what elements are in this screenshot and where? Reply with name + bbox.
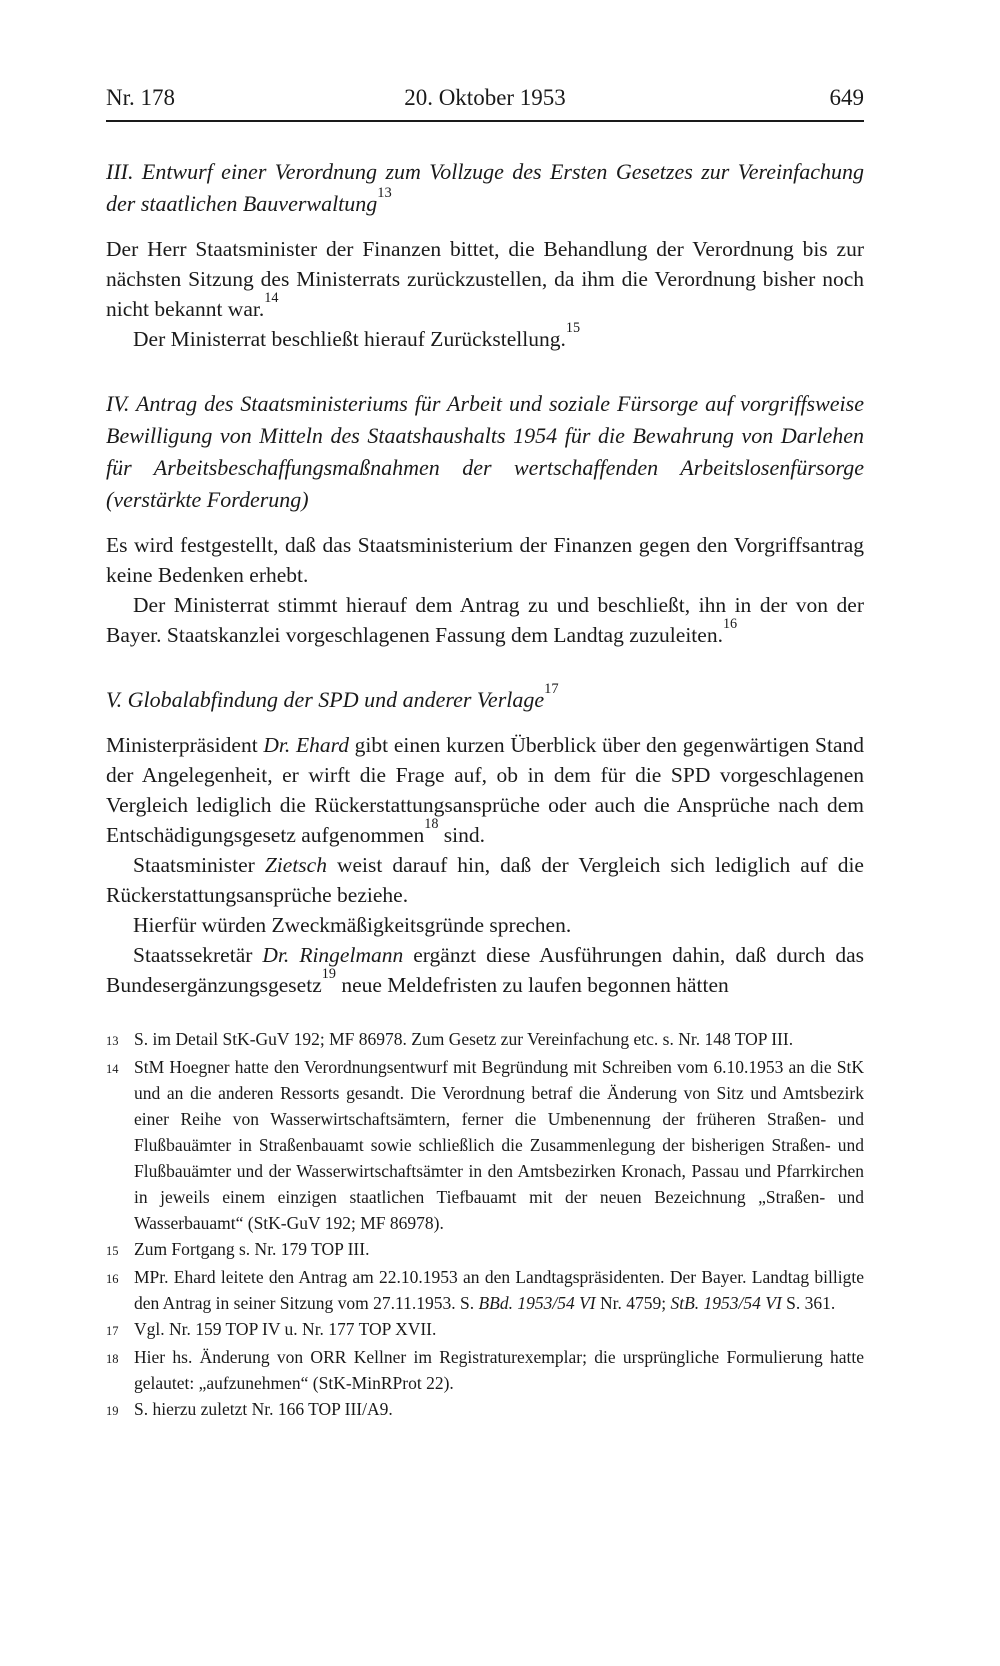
footnote-text (134, 1396, 864, 1424)
body-paragraph (106, 940, 864, 1000)
header-page-number: 649 (829, 85, 864, 110)
footnote-number: 15 (106, 1244, 119, 1258)
header-date: 20. Oktober 1953 (404, 85, 566, 110)
footnote-ref: 16 (722, 616, 738, 633)
section-heading (106, 681, 864, 716)
footnote-text (134, 1316, 864, 1344)
text-run: gibt einen kurzen Überblick über den gegenwärtigen Stand der Angelegenheit, er wirft die Frage auf, ob in dem für die SPD vorgeschlagenen Vergleich lediglich die Rückerstattungsansprüche oder auch die Ansprüche nach dem Entschädigungsgesetz aufgenommen (106, 733, 864, 847)
footnote-ref: 17 (544, 681, 559, 698)
footnote-ref: 14 (264, 290, 279, 307)
body-paragraph (106, 730, 864, 850)
footnote-text (134, 1264, 864, 1316)
footnote-item (106, 1344, 864, 1396)
text-run: neue Meldefristen zu laufen begonnen hätten (335, 973, 729, 997)
emphasis-text: V. Globalabfindung der SPD und anderer Verlage (106, 687, 545, 712)
footnote-item (106, 1396, 864, 1424)
emphasis-text: Dr. Ringelmann (262, 943, 404, 967)
text-run: Staatssekretär (133, 943, 263, 967)
footnote-text (134, 1236, 864, 1264)
footnotes-block (106, 1026, 864, 1424)
footnote-number: 17 (106, 1324, 119, 1338)
footnote-number: 16 (106, 1272, 119, 1286)
footnote-item (106, 1264, 864, 1316)
text-run: Zum Fortgang s. Nr. 179 TOP III. (134, 1239, 370, 1259)
text-run: StM Hoegner hatte den Verordnungsentwurf mit Begründung mit Schreiben vom 6.10.1953 an die StK und an die anderen Ressorts gesandt. Die Verordnung betraf die Änderung von Sitz und Amtsbezirk einer Reihe von Wasserwirtschaftsämtern, ferner die Umbenennung der früheren Straßen- und Flußbauämter in Straßenbauamt sowie schließlich die Zusammenlegung der bisherigen Straßen- und Flußbauämter und der Wasserwirtschaftsämter in den Amtsbezirken Kronach, Passau und Pfarrkirchen in jeweils einem einzigen staatlichen Tiefbauamt mit der neuen Bezeichnung „Straßen- und Wasserbauamt“ (StK-GuV 192; MF 86978). (134, 1057, 864, 1233)
text-run: S. 361. (781, 1293, 836, 1313)
emphasis-text: IV. Antrag des Staatsministeriums für Arbeit und soziale Fürsorge auf vorgriffsweise Bewilligung von Mitteln des Staatshaushalts 1954 für die Bewahrung von Darlehen für Arbeitsbeschaffungsmaßnahmen der wertschaffenden Arbeitslosenfürsorge (verstärkte Forderung) (106, 391, 864, 512)
text-run: MPr. Ehard leitete den Antrag am 22.10.1953 an den Landtagspräsidenten. Der Bayer. Landtag billigte den Antrag in seiner Sitzung vom 27.11.1953. S. (134, 1267, 864, 1313)
footnote-text (134, 1054, 864, 1236)
footnote-item (106, 1236, 864, 1264)
body-paragraph (106, 850, 864, 910)
text-run: Der Herr Staatsminister der Finanzen bittet, die Behandlung der Verordnung bis zur nächsten Sitzung des Ministerrats zurückzustellen, da ihm die Verordnung bisher noch nicht bekannt war. (106, 237, 864, 321)
text-run: Vgl. Nr. 159 TOP IV u. Nr. 177 TOP XVII. (134, 1319, 437, 1339)
text-run: Der Ministerrat stimmt hierauf dem Antrag zu und beschließt, ihn in der von der Bayer. Staatskanzlei vorgeschlagenen Fassung dem Landtag zuzuleiten. (106, 593, 864, 647)
body-paragraph (106, 320, 864, 354)
emphasis-text: BBd. 1953/54 VI (478, 1293, 596, 1313)
footnote-ref: 19 (321, 966, 336, 983)
emphasis-text: III. Entwurf einer Verordnung zum Vollzuge des Ersten Gesetzes zur Vereinfachung der staatlichen Bauverwaltung (106, 159, 864, 216)
text-run: Es wird festgestellt, daß das Staatsministerium der Finanzen gegen den Vorgriffsantrag keine Bedenken erhebt. (106, 533, 864, 587)
footnote-item (106, 1316, 864, 1344)
body-paragraph (106, 590, 864, 650)
footnote-item (106, 1026, 864, 1054)
footnote-ref: 13 (377, 185, 392, 202)
emphasis-text: Zietsch (264, 853, 327, 877)
text-run: Der Ministerrat beschließt hierauf Zurückstellung. (133, 327, 566, 351)
footnote-number: 13 (106, 1034, 119, 1048)
footnote-text (134, 1344, 864, 1396)
text-run: Hier hs. Änderung von ORR Kellner im Registraturexemplar; die ursprüngliche Formulierung hatte gelautet: „aufzunehmen“ (StK-MinRProt 22). (134, 1347, 864, 1393)
text-run: weist darauf hin, daß der Vergleich sich lediglich auf die Rückerstattungsansprüche beziehe. (106, 853, 864, 907)
footnote-number: 19 (106, 1404, 119, 1418)
section-heading (106, 388, 864, 516)
emphasis-text: Dr. Ehard (263, 733, 349, 757)
page-body (106, 156, 864, 1000)
footnote-number: 18 (106, 1352, 119, 1366)
text-run: Hierfür würden Zweckmäßigkeitsgründe sprechen. (133, 913, 572, 937)
body-paragraph (106, 234, 864, 324)
header-doc-number: Nr. 178 (106, 85, 175, 110)
text-run: S. hierzu zuletzt Nr. 166 TOP III/A9. (134, 1399, 393, 1419)
footnote-text (134, 1026, 864, 1054)
text-run: ergänzt diese Ausführungen dahin, daß durch das Bundesergänzungsgesetz (106, 943, 864, 997)
page-header (106, 84, 864, 112)
body-paragraph (106, 530, 864, 590)
footnote-ref: 18 (424, 816, 439, 833)
section-heading (106, 156, 864, 220)
text-run: Staatsminister (133, 853, 265, 877)
body-paragraph (106, 910, 864, 940)
footnote-number: 14 (106, 1062, 119, 1076)
footnote-ref: 15 (565, 320, 581, 337)
text-run: sind. (438, 823, 486, 847)
text-run: Nr. 4759; (595, 1293, 671, 1313)
text-run: S. im Detail StK-GuV 192; MF 86978. Zum Gesetz zur Vereinfachung etc. s. Nr. 148 TOP III. (134, 1029, 794, 1049)
emphasis-text: StB. 1953/54 VI (670, 1293, 782, 1313)
footnote-item (106, 1054, 864, 1236)
header-rule (106, 120, 864, 122)
text-run: Ministerpräsident (106, 733, 264, 757)
